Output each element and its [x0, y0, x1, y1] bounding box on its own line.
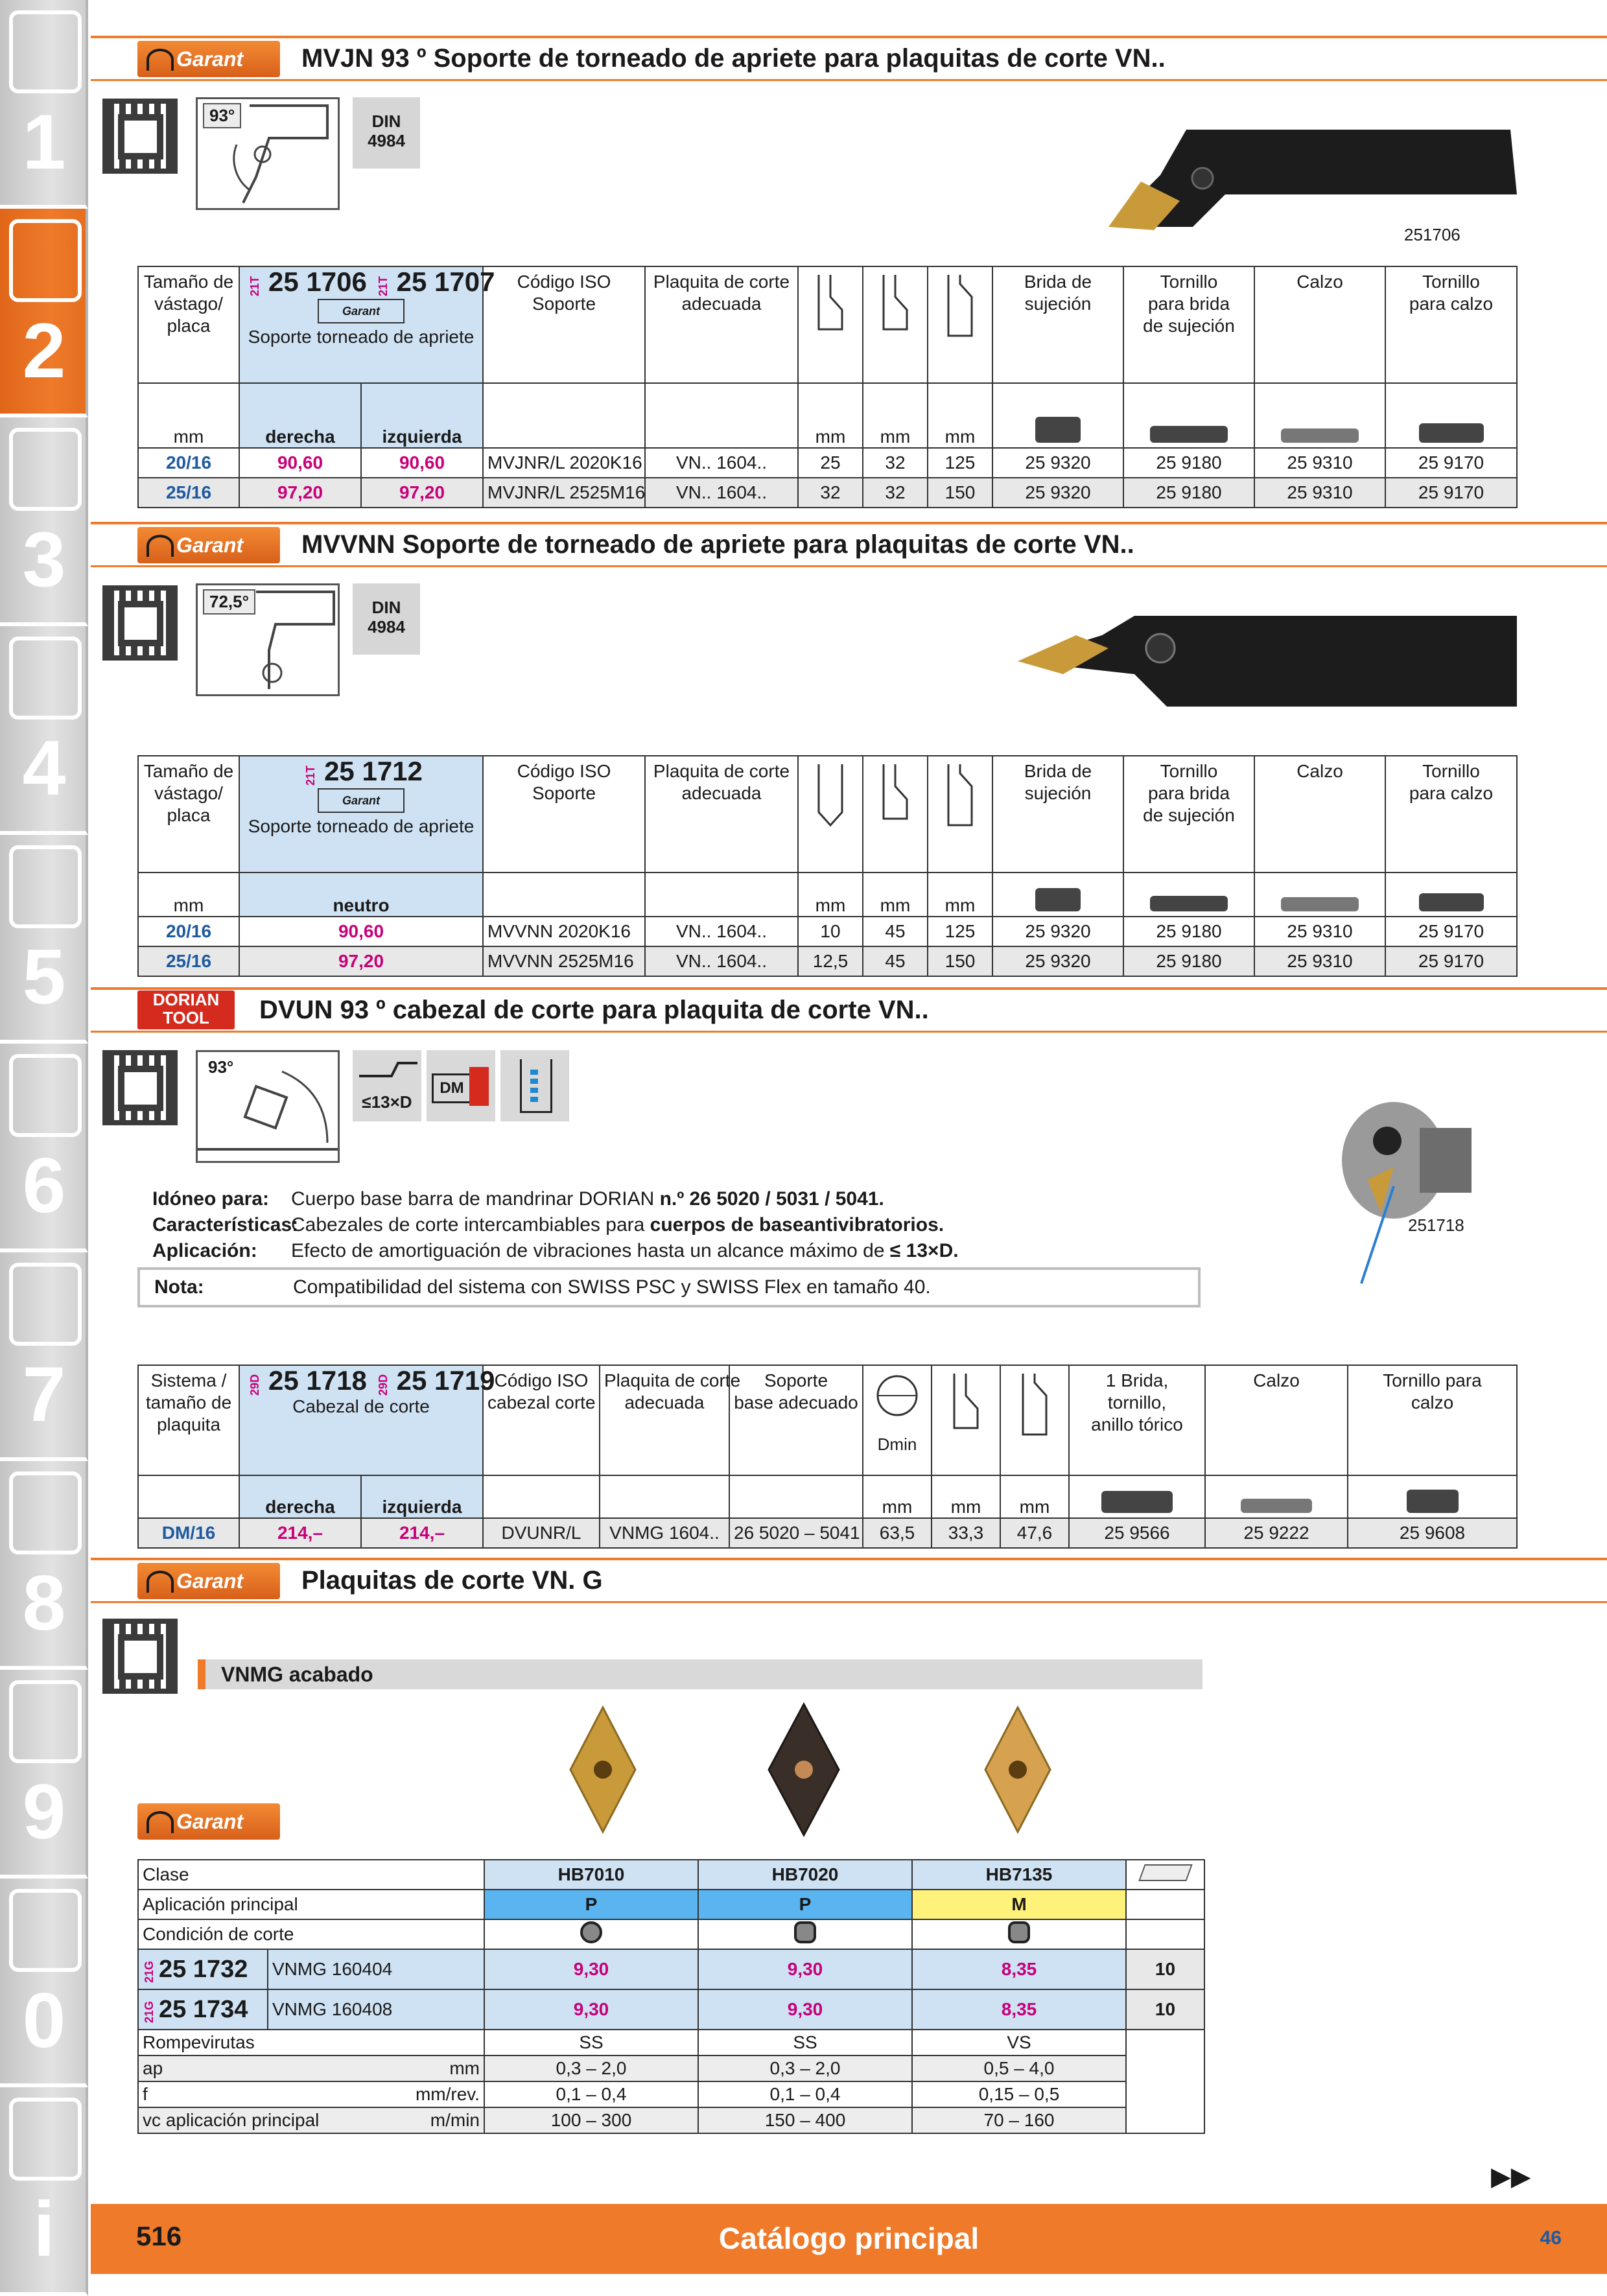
drill-icon	[9, 10, 82, 93]
holder-table-mvjn: Tamaño de vástago/ placa 21T 25 1706 21T 25 1707 Garant Soporte torneado de apriete Código ISO Soporte Plaquita de corte adecuada Brida de sujeción Tornillo para brida de sujeción Calzo Tornillo para calzo mm derecha izquierda mm mm mm 20/16 90,60 90,60 MVJNR/L 2020K16 VN.. 1604.. 25 32 125 25 9320 25 9180 25 9310 25 9170 25/16 97,20 97,20 MVJNR/L 2525M16 VN.. 1604.. 32 32 150 25 9320 25 9180 25 9310 25 9170	[137, 266, 1518, 508]
sidebar-tab-5[interactable]	[0, 835, 88, 1044]
col-holder: 21T 25 1706 21T 25 1707 Garant Soporte torneado de apriete	[239, 266, 483, 383]
sidebar-tab-1[interactable]	[0, 0, 88, 209]
kit-icon	[1101, 1491, 1173, 1513]
tap-icon	[9, 428, 82, 511]
section-title: MVVNN Soporte de torneado de apriete para plaquitas de corte VN..	[301, 530, 1134, 559]
catalog-title: Catálogo principal	[718, 2221, 979, 2255]
saw-blade-icon	[9, 845, 82, 928]
insert-hb7135-image	[972, 1705, 1063, 1834]
angle-label: 93°	[203, 1056, 239, 1079]
item-number-left: 25 1707	[396, 266, 495, 297]
item-number-right: 25 1718	[268, 1365, 367, 1396]
col-screw-clamp: Tornillo para brida de sujeción	[1123, 756, 1254, 873]
image-caption: 251706	[1404, 225, 1460, 244]
col-size: Tamaño de vástago/ placa	[138, 266, 239, 383]
shim-screw-icon	[1419, 893, 1484, 911]
sidebar-tab-number: 1	[22, 99, 66, 185]
col-screw-shim: Tornillo para calzo	[1385, 756, 1517, 873]
condition-normal-icon	[794, 1921, 816, 1943]
table-row: 20/16 90,60 MVVNN 2020K16 VN.. 1604.. 10 45 125 25 9320 25 9180 25 9310 25 9170	[138, 917, 1517, 946]
sidebar-tab-number: 4	[22, 725, 66, 812]
sidebar-tab-number: 9	[22, 1768, 66, 1855]
tool-sketch-icon	[198, 585, 338, 694]
qr-code-icon[interactable]	[102, 1050, 178, 1125]
wrench-icon	[9, 1054, 82, 1137]
toolbox-icon	[9, 1471, 82, 1554]
info-icon	[9, 2098, 82, 2181]
caliper-icon	[9, 637, 82, 720]
sidebar-tab-number: 5	[22, 933, 66, 1020]
col-holder: 21T 25 1712 Garant Soporte torneado de apriete	[239, 756, 483, 873]
sidebar-tab-0[interactable]	[0, 1879, 88, 2087]
sidebar-tab-number: 6	[22, 1142, 66, 1229]
col-clamp: Brida de sujeción	[992, 756, 1123, 873]
col-screw-clamp: Tornillo para brida de sujeción	[1123, 266, 1254, 383]
angle-diagram	[196, 97, 340, 210]
holder-image	[1005, 596, 1523, 713]
param-row: f mm/rev. 0,1 – 0,4 0,1 – 0,4 0,15 – 0,5	[138, 2081, 1204, 2107]
safety-glasses-icon	[9, 1889, 82, 1972]
section-title: Plaquitas de corte VN. G	[301, 1566, 603, 1595]
chipbreaker-row: Rompevirutas SS SS VS	[138, 2030, 1204, 2056]
section-title: MVJN 93 º Soporte de torneado de apriete para plaquitas de corte VN..	[301, 44, 1166, 73]
qr-code-icon[interactable]	[102, 1619, 178, 1694]
next-page-arrow-icon[interactable]: ▶▶	[1491, 2162, 1531, 2191]
clamp-icon	[1035, 888, 1081, 911]
sidebar-tab-number: 0	[22, 1977, 66, 2064]
col-insert: Plaquita de corte adecuada	[645, 756, 798, 873]
angle-label: 93°	[203, 103, 241, 128]
packaging-box-icon	[1138, 1864, 1192, 1881]
dim-icon-l	[928, 266, 992, 383]
cutting-head-table: Sistema / tamaño de plaquita 29D 25 1718 29D 25 1719 Cabezal de corte Código ISO cabezal corte Plaquita de corte adecuada Soporte base adecuado Dmin 1 Brida, tornillo, anillo tórico Calzo Tornillo para calzo derecha izquierda mm mm mm DM/16 214,– 214,– DVUNR/L VNMG 1604.. 26 5020 – 5041 63,5 33,3 47,6 25 9566 25 9222 25 9608	[137, 1365, 1518, 1549]
col-iso: Código ISO cabezal corte	[483, 1365, 600, 1475]
col-iso: Código ISO Soporte	[483, 266, 645, 383]
dim-icon-dmin: Dmin	[863, 1365, 932, 1475]
col-system: Sistema / tamaño de plaquita	[138, 1365, 239, 1475]
angle-diagram	[196, 1050, 340, 1163]
info-line: Aplicación: Efecto de amortiguación de vibraciones hasta un alcance máximo de ≤ 13×D.	[152, 1240, 959, 1261]
info-line: Características:Cabezales de corte intercambiables para cuerpos de baseantivibratorios.	[152, 1214, 944, 1236]
dampening-dm-icon: DM	[427, 1050, 495, 1121]
sidebar-tab-8[interactable]	[0, 1461, 88, 1670]
dim-icon-f	[798, 756, 863, 873]
din-badge: DIN 4984	[353, 97, 420, 169]
insert-hb7020-image	[758, 1702, 849, 1838]
dorian-logo: DORIAN TOOL	[137, 990, 235, 1029]
dim-icon-h	[863, 756, 928, 873]
section-title: DVUN 93 º cabezal de corte para plaquita de corte VN..	[259, 996, 929, 1024]
col-size: Tamaño de vástago/ placa	[138, 756, 239, 873]
sidebar-tab-4[interactable]	[0, 626, 88, 835]
dim-icon-l	[928, 756, 992, 873]
col-insert: Plaquita de corte adecuada	[600, 1365, 729, 1475]
pliers-icon	[9, 1263, 82, 1346]
table-row: DM/16 214,– 214,– DVUNR/L VNMG 1604.. 26 5020 – 5041 63,5 33,3 47,6 25 9566 25 9222 25 9608	[138, 1518, 1517, 1548]
tool-sketch-icon	[198, 99, 338, 208]
garant-logo: Garant	[137, 1803, 280, 1840]
qr-code-icon[interactable]	[102, 99, 178, 174]
table-row: 20/16 90,60 90,60 MVJNR/L 2020K16 VN.. 1604.. 25 32 125 25 9320 25 9180 25 9310 25 9170	[138, 448, 1517, 478]
garant-logo: Garant	[137, 1563, 280, 1599]
param-row: vc aplicación principal m/min 100 – 300 150 – 400 70 – 160	[138, 2107, 1204, 2133]
screw-icon	[1150, 896, 1228, 911]
sidebar-tab-2[interactable]	[0, 209, 88, 417]
sidebar-tab-number: 3	[22, 516, 66, 603]
shim-icon	[1241, 1499, 1312, 1513]
insert-icon	[9, 219, 82, 302]
sidebar-tab-7[interactable]	[0, 1252, 88, 1461]
screw-icon	[1150, 426, 1228, 443]
item-number: 25 1712	[324, 756, 423, 786]
col-insert: Plaquita de corte adecuada	[645, 266, 798, 383]
table-row: 25/16 97,20 97,20 MVJNR/L 2525M16 VN.. 1604.. 32 32 150 25 9320 25 9180 25 9310 25 9170	[138, 478, 1517, 508]
holder-table-mvvnn: Tamaño de vástago/ placa 21T 25 1712 Garant Soporte torneado de apriete Código ISO Soporte Plaquita de corte adecuada Brida de sujeción Tornillo para brida de sujeción Calzo Tornillo para calzo mm neutro mm mm mm 20/16 90,60 MVVNN 2020K16 VN.. 1604.. 10 45 125 25 9320 25 9180 25 9310 25 9170 25/16 97,20 MVVNN 2525M16 VN.. 1604.. 12,5 45 150 25 9320 25 9180 25 9310 25 9170	[137, 755, 1518, 977]
dim-icon-l	[1000, 1365, 1069, 1475]
sidebar-tab-number: 8	[22, 1560, 66, 1646]
sidebar-tab-6[interactable]	[0, 1044, 88, 1252]
application-row: Aplicación principal P P M	[138, 1890, 1204, 1919]
col-clamp: Brida de sujeción	[992, 266, 1123, 383]
cabinet-icon	[9, 1680, 82, 1763]
holder-image	[1096, 117, 1523, 233]
garant-logo: Garant	[137, 527, 280, 563]
col-kit: 1 Brida, tornillo, anillo tórico	[1069, 1365, 1205, 1475]
col-screw-shim: Tornillo para calzo	[1385, 266, 1517, 383]
sidebar-index	[0, 0, 91, 2274]
shim-icon	[1281, 897, 1359, 911]
info-line: Idóneo para: Cuerpo base barra de mandrinar DORIAN n.º 26 5020 / 5031 / 5041.	[152, 1188, 884, 1210]
page-number: 516	[136, 2221, 182, 2251]
table-row: 21G 25 1732 VNMG 160404 9,30 9,30 8,35 10	[138, 1949, 1204, 1989]
dim-icon-f	[932, 1365, 1000, 1475]
condition-good-icon	[580, 1921, 602, 1943]
col-shim: Calzo	[1205, 1365, 1348, 1475]
angle-label: 72,5°	[203, 589, 255, 615]
table-row: 21G 25 1734 VNMG 160408 9,30 9,30 8,35 10	[138, 1989, 1204, 2030]
col-shim: Calzo	[1254, 756, 1385, 873]
qr-code-icon[interactable]	[102, 585, 178, 661]
table-row: 25/16 97,20 MVVNN 2525M16 VN.. 1604.. 12,5 45 150 25 9320 25 9180 25 9310 25 9170	[138, 946, 1517, 976]
inserts-table	[137, 1859, 1205, 2134]
category-bar: VNMG acabado	[198, 1659, 1202, 1689]
garant-logo: Garant	[137, 41, 280, 77]
class-row: Clase HB7010 HB7020 HB7135	[138, 1860, 1204, 1890]
shim-screw-icon	[1419, 423, 1484, 443]
item-number-left: 25 1719	[396, 1365, 495, 1396]
shim-screw-icon	[1407, 1490, 1459, 1513]
condition-row: Condición de corte	[138, 1919, 1204, 1949]
angle-diagram	[196, 583, 340, 696]
sidebar-tab-i[interactable]	[0, 2087, 88, 2296]
footer	[91, 2204, 1607, 2274]
din-badge: DIN 4984	[353, 583, 420, 655]
param-row: ap mm 0,3 – 2,0 0,3 – 2,0 0,5 – 4,0	[138, 2056, 1204, 2081]
sidebar-tab-3[interactable]	[0, 417, 88, 626]
condition-normal-icon	[1008, 1921, 1030, 1943]
note-box: Nota: Compatibilidad del sistema con SWISS PSC y SWISS Flex en tamaño 40.	[137, 1267, 1201, 1307]
image-caption: 251718	[1408, 1215, 1464, 1235]
col-head: 29D 25 1718 29D 25 1719 Cabezal de corte	[239, 1365, 483, 1475]
sidebar-tab-9[interactable]	[0, 1670, 88, 1879]
col-shim: Calzo	[1254, 266, 1385, 383]
dim-icon-f	[798, 266, 863, 383]
clamp-icon	[1035, 417, 1081, 443]
reach-13xd-icon: ≤13×D	[353, 1050, 421, 1121]
coolant-icon	[500, 1050, 569, 1121]
sidebar-tab-number: i	[33, 2186, 55, 2273]
col-screw-shim: Tornillo para calzo	[1348, 1365, 1517, 1475]
col-base: Soporte base adecuado	[729, 1365, 863, 1475]
col-iso: Código ISO Soporte	[483, 756, 645, 873]
sidebar-tab-number: 7	[22, 1351, 66, 1438]
item-number-right: 25 1706	[268, 266, 367, 297]
insert-hb7010-image	[557, 1705, 648, 1834]
sidebar-tab-number: 2	[22, 307, 66, 394]
dim-icon-h	[863, 266, 928, 383]
info-block	[152, 1186, 959, 1264]
page-number-small: 46	[1540, 2227, 1562, 2249]
boring-head-sketch-icon	[198, 1052, 338, 1161]
shim-icon	[1281, 428, 1359, 443]
cutting-head-image	[1322, 1089, 1504, 1283]
